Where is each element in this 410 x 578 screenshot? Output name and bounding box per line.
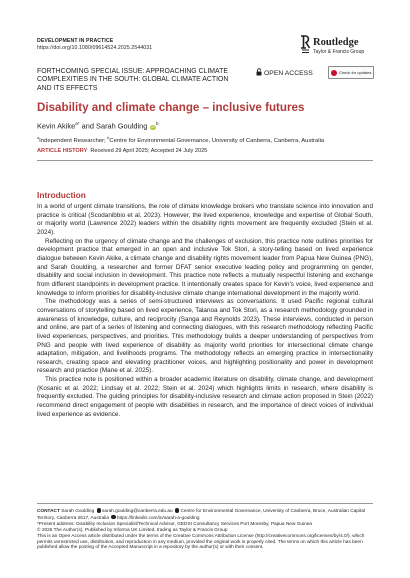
body-paragraph: In a world of urgent climate transitions, the role of climate knowledge brokers who translate science into innovation and practice is critical (Scodanibbio et al. 2023). However, the lived experience, knowledge and expertise of Global South, or majority world (Lawrence 2022) leaders within the disability rights movement are frequently excluded (Stein et al. 2024).	[37, 203, 373, 236]
orcid-icon[interactable]: iD	[151, 124, 155, 129]
open-lock-icon	[256, 68, 262, 76]
special-issue-label: FORTHCOMING SPECIAL ISSUE: APPROACHING CLIMATE COMPLEXITIES IN THE SOUTH: GLOBAL CLIMATE ACTION AND ITS EFFECTS	[37, 68, 229, 92]
location-icon	[175, 508, 180, 513]
license-notice: This is an Open Access article distributed under the terms of the Creative Commons Attribution License (http://creativecommons.org/licenses/by/4.0/), which permits unrestricted use, distribution, and reproduction in any medium, provided the original work is properly cited. The terms on which this article has been published allow the posting of the Accepted Manuscript in a repository by the author(s) or with their consent.	[37, 533, 365, 551]
article-title: Disability and climate change – inclusive futures	[37, 101, 305, 114]
crossmark-icon	[331, 70, 337, 76]
author-name[interactable]: Kevin Akike	[37, 121, 76, 131]
contact-address: Centre for Environmental Governance, University of Canberra, Bruce, Australian Capital Territory, Canberra 2617, Australia	[37, 509, 366, 521]
publisher-name: Routledge	[313, 37, 359, 48]
publisher-logo	[300, 35, 380, 57]
article-history-dates: Received 29 April 2025; Accepted 24 July 2025	[90, 148, 208, 154]
journal-name: DEVELOPMENT IN PRACTICE	[37, 38, 114, 44]
affiliation-text: Independent Researcher;	[39, 137, 106, 144]
affiliation-mark: b	[107, 136, 110, 140]
contact-label: CONTACT	[37, 509, 60, 514]
check-updates-label: Check for updates	[339, 70, 372, 75]
linkedin-icon	[111, 515, 116, 520]
contact-linkedin[interactable]: https://linkedin.com/in/sarah-a-goulding	[116, 515, 200, 521]
divider	[37, 503, 373, 504]
affiliations	[37, 136, 324, 144]
body-paragraph: Reflecting on the urgency of climate change and the challenges of exclusion, this practice note outlines priorities for development practice that emerged in an open and inclusive Tok Stori, a story-telling based on lived experience dialogue between Kevin Akike, a climate change and disability rights movement leader from Papua New Guinea (PNG), and Sarah Goulding, a researcher and former DFAT senior executive leading policy and programming on gender, disability and social inclusion in development. This practice note reflects a mutually respectful listening and exchange from different standpoints in development practice. It intentionally creates space for Kevin's voice, lived experience and knowledge to inform priorities for disability-inclusive climate change international development in the majority world.	[37, 237, 373, 297]
contact-info	[37, 508, 373, 522]
body-paragraph: The methodology was a series of semi-structured interviews as conversations. It used Pacific regional cultural conversations of storytelling based on lived experience, Talanoa and Tok Stori, as a research methodology grounded in awareness of knowledge, culture, and reciprocity (Sanga and Reynolds 2023). These interviews, conducted in person and online, are part of a series of listening and connecting dialogues, with this research methodology reflecting Pacific lived experiences, perspectives, and priorities. This methodology builds a deeper understanding of perspectives from PNG and people with lived experience of disability as majority world priorities for intersectional climate change adaptation, mitigation, and livelihoods programs. The methodology reflects an emerging practice in intersectionality research, creating space and elevating practitioner voices, and highlighting positionality and power in development research and practice (Mane et al. 2025).	[37, 298, 373, 375]
affiliation-mark: a	[37, 136, 40, 140]
doi-link[interactable]: https://doi.org/10.1080/09614524.2025.2544031	[37, 44, 153, 51]
article-history-label: ARTICLE HISTORY	[37, 148, 88, 154]
author-list	[37, 121, 159, 130]
contact-name: Sarah Goulding	[61, 509, 95, 514]
author-name[interactable]: Sarah Goulding	[96, 121, 148, 131]
present-address: *Present address: Disability Inclusion Specialist/Technical Advisor, GEDSI Consultancy Services Port Moresby, Papua New Guinea	[37, 521, 313, 527]
contact-email[interactable]: sarah.goulding@canberra.edu.au	[102, 509, 173, 514]
open-access-badge	[256, 68, 313, 77]
author-affiliation-mark: a*	[75, 121, 80, 126]
publisher-subtitle: Taylor & Francis Group	[313, 49, 365, 55]
body-paragraph: This practice note is positioned within a broader academic literature on disability, climate change, and development (Kosanic et al. 2022; Lindsay et al. 2022; Stein et al. 2024) which highlights limits in research, where disability is frequently excluded. The guiding principles for disability-inclusive research and climate action proposed in Stein (2022) recommend direct engagement of people with disabilities in research, and the importance of direct voices of individual lived experience as evidence.	[37, 376, 373, 418]
email-icon	[97, 508, 102, 513]
journal-header	[37, 38, 152, 51]
article-footer	[37, 508, 373, 551]
section-heading: Introduction	[37, 190, 86, 200]
routledge-logo-icon	[300, 35, 311, 55]
article-history	[37, 148, 207, 154]
check-updates-button[interactable]	[328, 66, 374, 79]
article-body	[37, 203, 373, 419]
affiliation-text: Centre for Environmental Governance, University of Canberra, Canberra, Australia	[109, 137, 325, 144]
copyright-notice: © 2025 The Author(s). Published by Informa UK Limited, trading as Taylor & Francis Group	[37, 527, 228, 533]
author-separator: and	[81, 121, 94, 131]
open-access-label: OPEN ACCESS	[264, 70, 313, 77]
author-affiliation-mark: b	[155, 121, 159, 126]
divider	[37, 160, 373, 161]
